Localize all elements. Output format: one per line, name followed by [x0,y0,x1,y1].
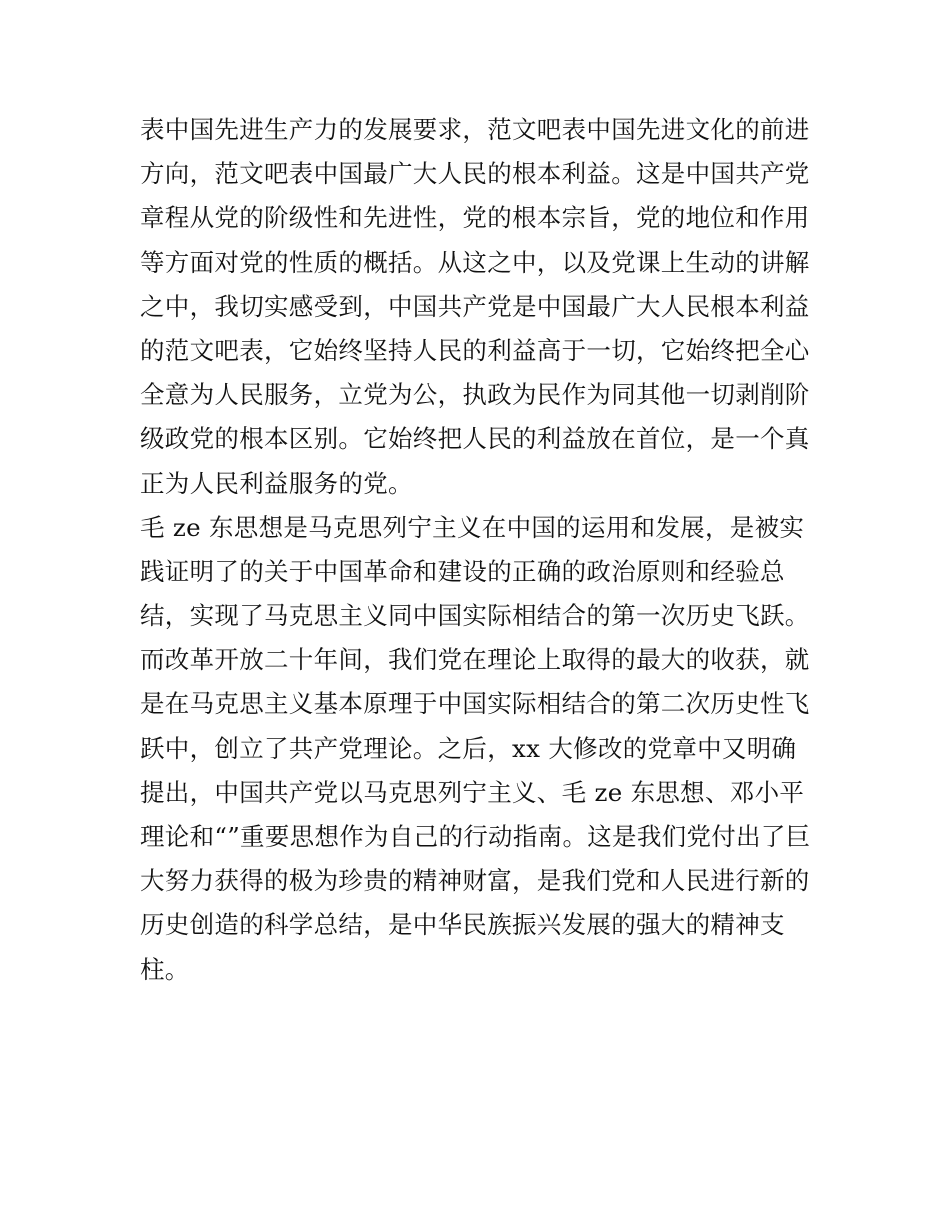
text-line: 方向，范文吧表中国最广大人民的根本利益。这是中国共产党 [140,159,810,189]
text-line: 全意为人民服务，立党为公，执政为民作为同其他一切剥削阶 [140,380,810,410]
document-body [140,108,820,992]
text-line: 大努力获得的极为珍贵的精神财富，是我们党和人民进行新的 [140,866,810,896]
paragraph-2 [140,506,820,992]
text-line: 柱。 [140,954,190,984]
text-line: 是在马克思主义基本原理于中国实际相结合的第二次历史性飞 [140,689,810,719]
text-line: 结，实现了马克思主义同中国实际相结合的第一次历史飞跃。 [140,601,810,631]
text-line: 之中，我切实感受到，中国共产党是中国最广大人民根本利益 [140,291,810,321]
text-line: 表中国先进生产力的发展要求，范文吧表中国先进文化的前进 [140,115,810,144]
text-line: 历史创造的科学总结，是中华民族振兴发展的强大的精神支 [140,910,785,940]
text-line: 等方面对党的性质的概括。从这之中，以及党课上生动的讲解 [140,247,810,277]
paragraph-1 [140,108,820,506]
text-line: 正为人民利益服务的党。 [140,468,413,498]
text-line: 章程从党的阶级性和先进性，党的根本宗旨，党的地位和作用 [140,203,810,233]
text-line: 理论和“”重要思想作为自己的行动指南。这是我们党付出了巨 [140,822,811,851]
text-line: 的范文吧表，它始终坚持人民的利益高于一切，它始终把全心 [140,335,810,365]
text-line: 而改革开放二十年间，我们党在理论上取得的最大的收获，就 [140,645,810,675]
text-line: 毛 ze 东思想是马克思列宁主义在中国的运用和发展，是被实 [140,512,805,542]
text-line: 提出，中国共产党以马克思列宁主义、毛 ze 东思想、邓小平 [140,777,805,807]
text-line: 跃中，创立了共产党理论。之后，xx 大修改的党章中又明确 [140,733,797,763]
text-line: 践证明了的关于中国革命和建设的正确的政治原则和经验总 [140,556,785,586]
text-line: 级政党的根本区别。它始终把人民的利益放在首位，是一个真 [140,424,810,454]
